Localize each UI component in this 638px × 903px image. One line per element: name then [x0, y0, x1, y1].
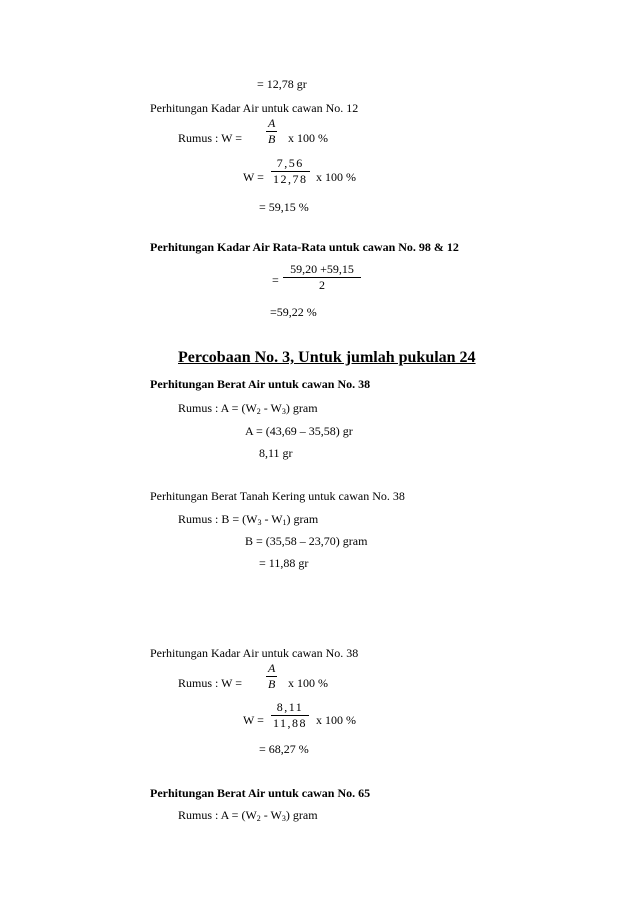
page-heading: Percobaan No. 3, Untuk jumlah pukulan 24	[178, 349, 476, 366]
fraction-numerator: 59,20 +59,15	[290, 262, 354, 276]
result-line: =59,22 %	[270, 305, 317, 319]
fraction-values	[271, 157, 310, 186]
fraction-denominator: 11,88	[273, 716, 308, 730]
formula-line: Rumus : $A = (W_2 - W_3)$ gram	[178, 401, 318, 416]
formula-label: Rumus : W =	[178, 131, 243, 145]
section-title: Perhitungan Kadar Air Rata-Rata untuk cawan No. 98 & 12	[150, 240, 459, 254]
result-line: = 11,88 gr	[259, 556, 309, 570]
fraction-denominator: B	[268, 132, 276, 146]
calculation-line: A = (43,69 – 35,58) gr	[245, 424, 353, 438]
section-title: Perhitungan Kadar Air untuk cawan No. 12	[150, 101, 359, 115]
formula-line: Rumus : $B = (W_3 - W_1)$ gram	[178, 512, 319, 527]
section-title: Perhitungan Kadar Air untuk cawan No. 38	[150, 646, 359, 660]
formula-multiplier: x 100 %	[316, 170, 356, 184]
result-line: = 68,27 %	[259, 742, 309, 756]
formula-label: W =	[243, 713, 264, 727]
section-title: Perhitungan Berat Air untuk cawan No. 38	[150, 377, 371, 391]
result-line: = 12,78 gr	[257, 77, 307, 91]
fraction-a-over-b	[266, 117, 277, 146]
section-title: Perhitungan Berat Air untuk cawan No. 65	[150, 786, 371, 800]
fraction-numerator: A	[268, 116, 276, 130]
section-title: Perhitungan Berat Tanah Kering untuk cawan No. 38	[150, 489, 405, 503]
formula-multiplier: x 100 %	[316, 713, 356, 727]
fraction-values	[271, 701, 309, 730]
formula-multiplier: x 100 %	[288, 131, 328, 145]
fraction-numerator: A	[268, 661, 276, 675]
fraction-denominator: 12,78	[273, 172, 308, 186]
formula-multiplier: x 100 %	[288, 676, 328, 690]
result-line: 8,11 gr	[259, 446, 293, 460]
formula-label: Rumus : W =	[178, 676, 243, 690]
formula-line: Rumus : $A = (W_2 - W_3)$ gram	[178, 808, 318, 823]
fraction-a-over-b	[266, 662, 277, 691]
calculation-line: B = (35,58 – 23,70) gram	[245, 534, 368, 548]
fraction-numerator: 8,11	[276, 700, 304, 714]
fraction-average	[283, 263, 361, 292]
fraction-numerator: 7,56	[276, 156, 304, 170]
equals-sign: =	[272, 273, 279, 287]
formula-label: W =	[243, 170, 264, 184]
result-line: = 59,15 %	[259, 200, 309, 214]
fraction-denominator: 2	[319, 278, 325, 292]
fraction-denominator: B	[268, 677, 276, 691]
